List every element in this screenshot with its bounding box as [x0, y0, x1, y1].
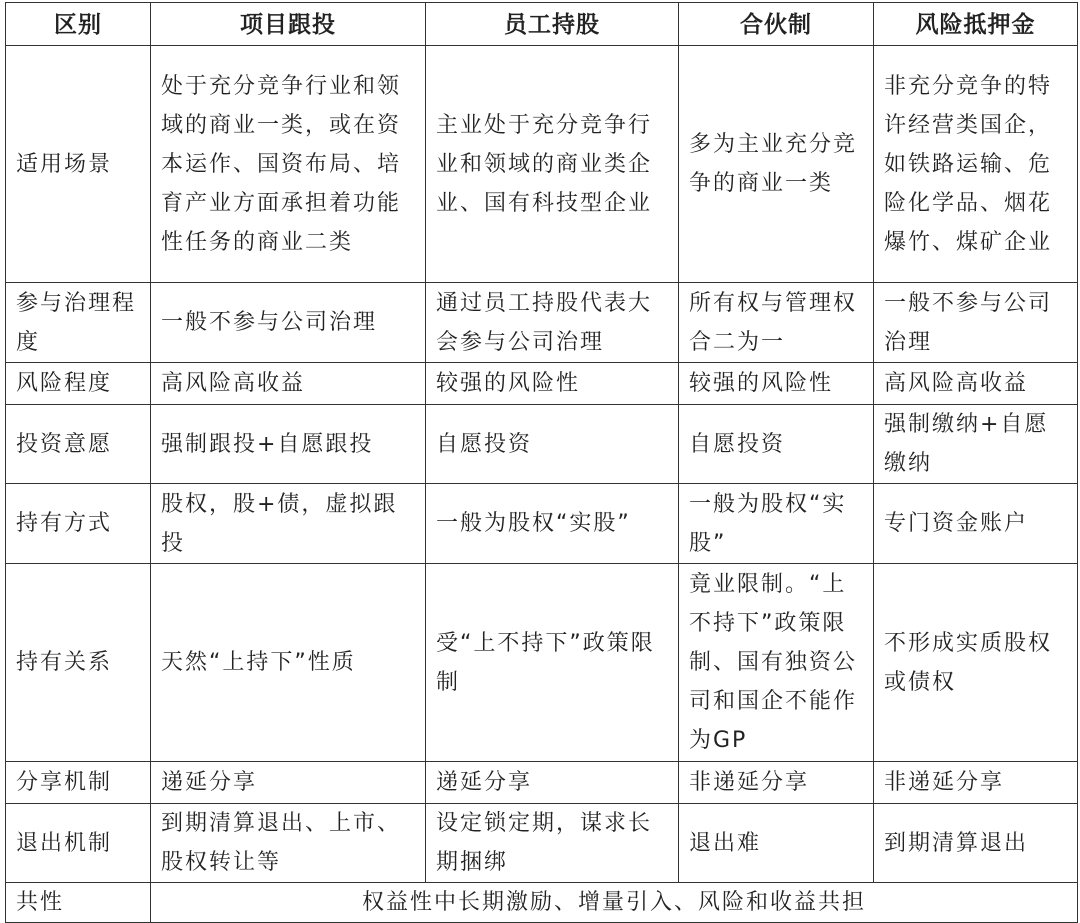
table-cell: 高风险高收益	[874, 363, 1078, 405]
table-cell: 一般不参与公司治理	[151, 283, 426, 363]
table-row	[6, 564, 1078, 762]
common-row	[6, 883, 1078, 923]
table-row	[6, 283, 1078, 363]
table-cell: 非递延分享	[874, 762, 1078, 804]
table-cell: 到期清算退出、上市、股权转让等	[151, 804, 426, 883]
row-label: 共性	[6, 883, 151, 923]
table-cell: 递延分享	[151, 762, 426, 804]
header-cell: 风险抵押金	[874, 3, 1078, 46]
table-cell: 自愿投资	[426, 405, 679, 484]
row-label: 分享机制	[6, 762, 151, 804]
table-cell: 一般为股权“实股”	[426, 484, 679, 564]
row-label: 投资意愿	[6, 405, 151, 484]
table-cell: 股权，股+债，虚拟跟投	[151, 484, 426, 564]
table-cell: 到期清算退出	[874, 804, 1078, 883]
table-cell: 强制跟投+自愿跟投	[151, 405, 426, 484]
table-cell: 较强的风险性	[426, 363, 679, 405]
header-cell: 合伙制	[679, 3, 874, 46]
table-row	[6, 46, 1078, 283]
table-cell: 一般为股权“实股”	[679, 484, 874, 564]
table-cell: 自愿投资	[679, 405, 874, 484]
table-cell: 不形成实质股权或债权	[874, 564, 1078, 762]
row-label: 退出机制	[6, 804, 151, 883]
table-row	[6, 363, 1078, 405]
table-cell: 多为主业充分竞争的商业一类	[679, 46, 874, 283]
table-cell: 受“上不持下”政策限制	[426, 564, 679, 762]
table-cell: 处于充分竞争行业和领域的商业一类，或在资本运作、国资布局、培育产业方面承担着功能性任务的商业二类	[151, 46, 426, 283]
table-cell: 设定锁定期，谋求长期捆绑	[426, 804, 679, 883]
table-cell: 非充分竞争的特许经营类国企，如铁路运输、危险化学品、烟花爆竹、煤矿企业	[874, 46, 1078, 283]
table-row	[6, 405, 1078, 484]
row-label: 参与治理程度	[6, 283, 151, 363]
table-cell: 一般不参与公司治理	[874, 283, 1078, 363]
header-cell: 项目跟投	[151, 3, 426, 46]
table-row	[6, 762, 1078, 804]
header-cell: 区别	[6, 3, 151, 46]
comparison-table	[5, 2, 1078, 923]
table-cell: 退出难	[679, 804, 874, 883]
table-cell: 非递延分享	[679, 762, 874, 804]
table-cell: 较强的风险性	[679, 363, 874, 405]
row-label: 适用场景	[6, 46, 151, 283]
table-cell: 天然“上持下”性质	[151, 564, 426, 762]
row-label: 持有方式	[6, 484, 151, 564]
table-cell: 竟业限制。“上不持下”政策限制、国有独资公司和国企不能作为GP	[679, 564, 874, 762]
table-cell: 通过员工持股代表大会参与公司治理	[426, 283, 679, 363]
common-text: 权益性中长期激励、增量引入、风险和收益共担	[151, 883, 1078, 923]
table-cell: 强制缴纳+自愿缴纳	[874, 405, 1078, 484]
header-row	[6, 3, 1078, 46]
table-row	[6, 484, 1078, 564]
header-cell: 员工持股	[426, 3, 679, 46]
table-cell: 所有权与管理权合二为一	[679, 283, 874, 363]
table-cell: 递延分享	[426, 762, 679, 804]
row-label: 持有关系	[6, 564, 151, 762]
table-cell: 专门资金账户	[874, 484, 1078, 564]
table-cell: 主业处于充分竞争行业和领域的商业类企业、国有科技型企业	[426, 46, 679, 283]
table-row	[6, 804, 1078, 883]
row-label: 风险程度	[6, 363, 151, 405]
table-cell: 高风险高收益	[151, 363, 426, 405]
